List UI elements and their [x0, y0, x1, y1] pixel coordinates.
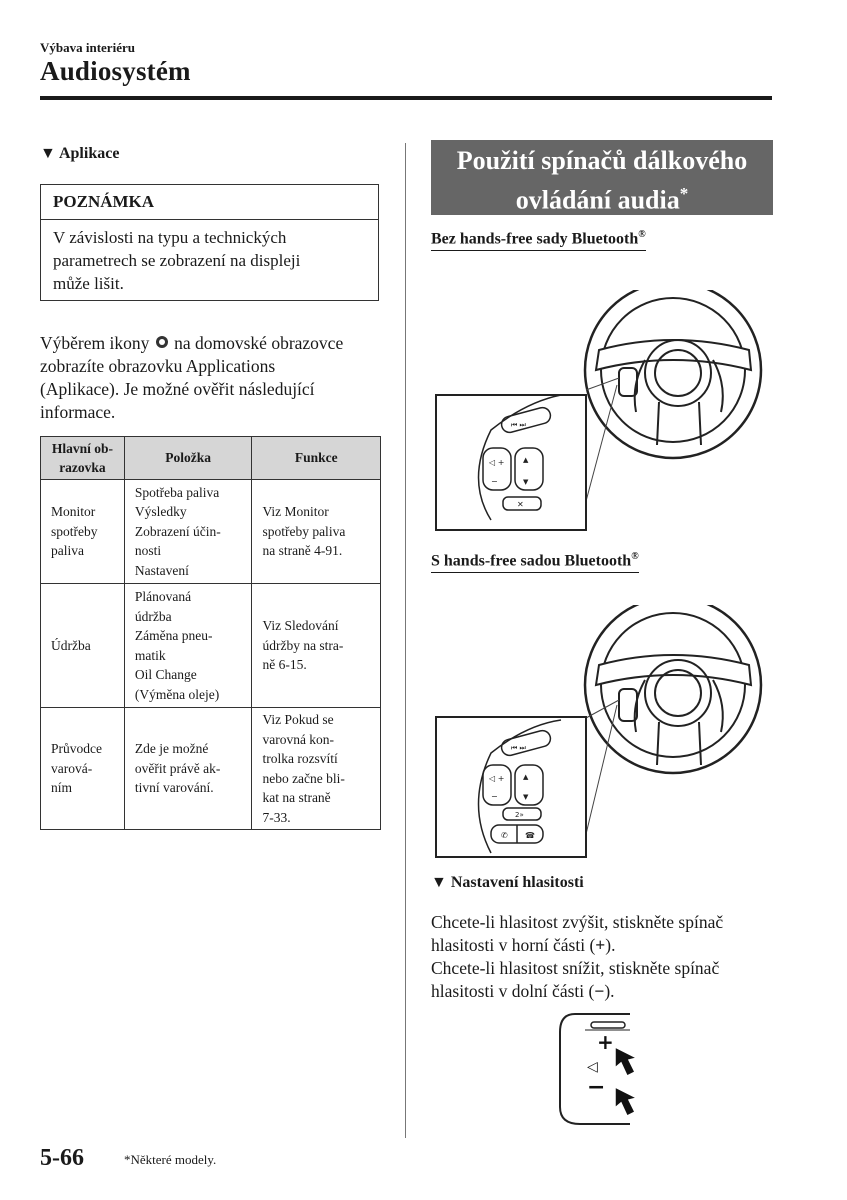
minus-icon: − [594, 981, 605, 1001]
table-header-item: Položka [124, 437, 252, 480]
page-number: 5-66 [40, 1145, 84, 1171]
talk-icon: 2» [515, 811, 524, 819]
volume-switch-illustration [555, 1012, 655, 1127]
table-cell-screen: Monitor spotřeby paliva [41, 480, 125, 584]
svg-text:▼: ▼ [523, 478, 529, 486]
speaker-icon: ◁ [587, 1059, 598, 1075]
table-header-function: Funkce [252, 437, 381, 480]
column-divider [405, 143, 406, 1138]
applications-icon [156, 336, 168, 348]
triangle-down-icon: ▼ [40, 145, 56, 162]
subheading-without-bluetooth: Bez hands-free sady Bluetooth® [431, 229, 646, 251]
svg-text:−: − [491, 792, 498, 801]
section-heading-aplikace: ▼ Aplikace [40, 145, 120, 162]
minus-icon: − [587, 1075, 606, 1100]
plus-icon: + [597, 1030, 614, 1054]
table-header-row [41, 437, 381, 480]
volume-icon: ◁ + [489, 774, 505, 783]
mute-icon: ✕ [517, 500, 524, 509]
table-row [41, 480, 381, 584]
note-box [40, 184, 379, 301]
table-cell-function: Viz Pokud se varovná kon- trolka rozsvítí nebo začne bli- kat na straně 7-33. [252, 708, 381, 830]
plus-icon: + [595, 935, 606, 955]
svg-text:▼: ▼ [523, 793, 529, 801]
mode-icon: ▲ [523, 773, 529, 781]
table-cell-function: Viz Sledování údržby na stra- ně 6-15. [252, 584, 381, 708]
footnote: *Některé modely. [124, 1152, 217, 1167]
breadcrumb: Výbava interiéru [40, 40, 135, 55]
intro-paragraph: Výběrem ikony na domovské obrazovce zobrazíte obrazovku Applications (Aplikace). Je možné ověřit následující informace. [40, 333, 344, 422]
page-title: Audiosystém [40, 56, 191, 86]
hang-up-icon: ☎ [525, 831, 535, 840]
section-heading-volume: ▼ Nastavení hlasitosti [431, 874, 584, 891]
table-row [41, 708, 381, 830]
mode-icon: ▲ [523, 456, 529, 464]
volume-paragraph: Chcete-li hlasitost zvýšit, stiskněte spínač hlasitosti v horní části (+). Chcete-li hlasitost snížit, stiskněte spínač hlasitosti v dolní části (−). [431, 912, 724, 1001]
triangle-down-icon: ▼ [431, 874, 447, 891]
title-rule [40, 96, 772, 100]
table-header-screen: Hlavní ob- razovka [41, 437, 125, 480]
table-cell-items: Plánovaná údržba Záměna pneu- matik Oil Change (Výměna oleje) [124, 584, 252, 708]
arrow-pointer-icon [615, 1087, 637, 1116]
steering-wheel-illustration-bluetooth [431, 605, 776, 860]
table-cell-items: Zde je možné ověřit právě ak- tivní varování. [124, 708, 252, 830]
phone-icon: ✆ [501, 831, 508, 840]
svg-text:−: − [491, 477, 498, 486]
volume-icon: ◁ + [489, 458, 505, 467]
arrow-pointer-icon [615, 1047, 637, 1076]
section-banner: Použití spínačů dálkového ovládání audia* [431, 140, 773, 215]
subheading-with-bluetooth: S hands-free sadou Bluetooth® [431, 551, 639, 573]
note-label: POZNÁMKA [41, 185, 378, 220]
table-cell-screen: Průvodce varová- ním [41, 708, 125, 830]
steering-wheel-illustration-basic [431, 290, 776, 535]
table-cell-function: Viz Monitor spotřeby paliva na straně 4-91. [252, 480, 381, 584]
seek-icon: ⏮ ⏭ [511, 421, 526, 429]
seek-icon: ⏮ ⏭ [511, 744, 526, 752]
table-cell-screen: Údržba [41, 584, 125, 708]
applications-table [40, 436, 381, 830]
table-row [41, 584, 381, 708]
table-cell-items: Spotřeba paliva Výsledky Zobrazení účin- nosti Nastavení [124, 480, 252, 584]
note-text: V závislosti na typu a technických parametrech se zobrazení na displeji může lišit. [53, 228, 301, 293]
